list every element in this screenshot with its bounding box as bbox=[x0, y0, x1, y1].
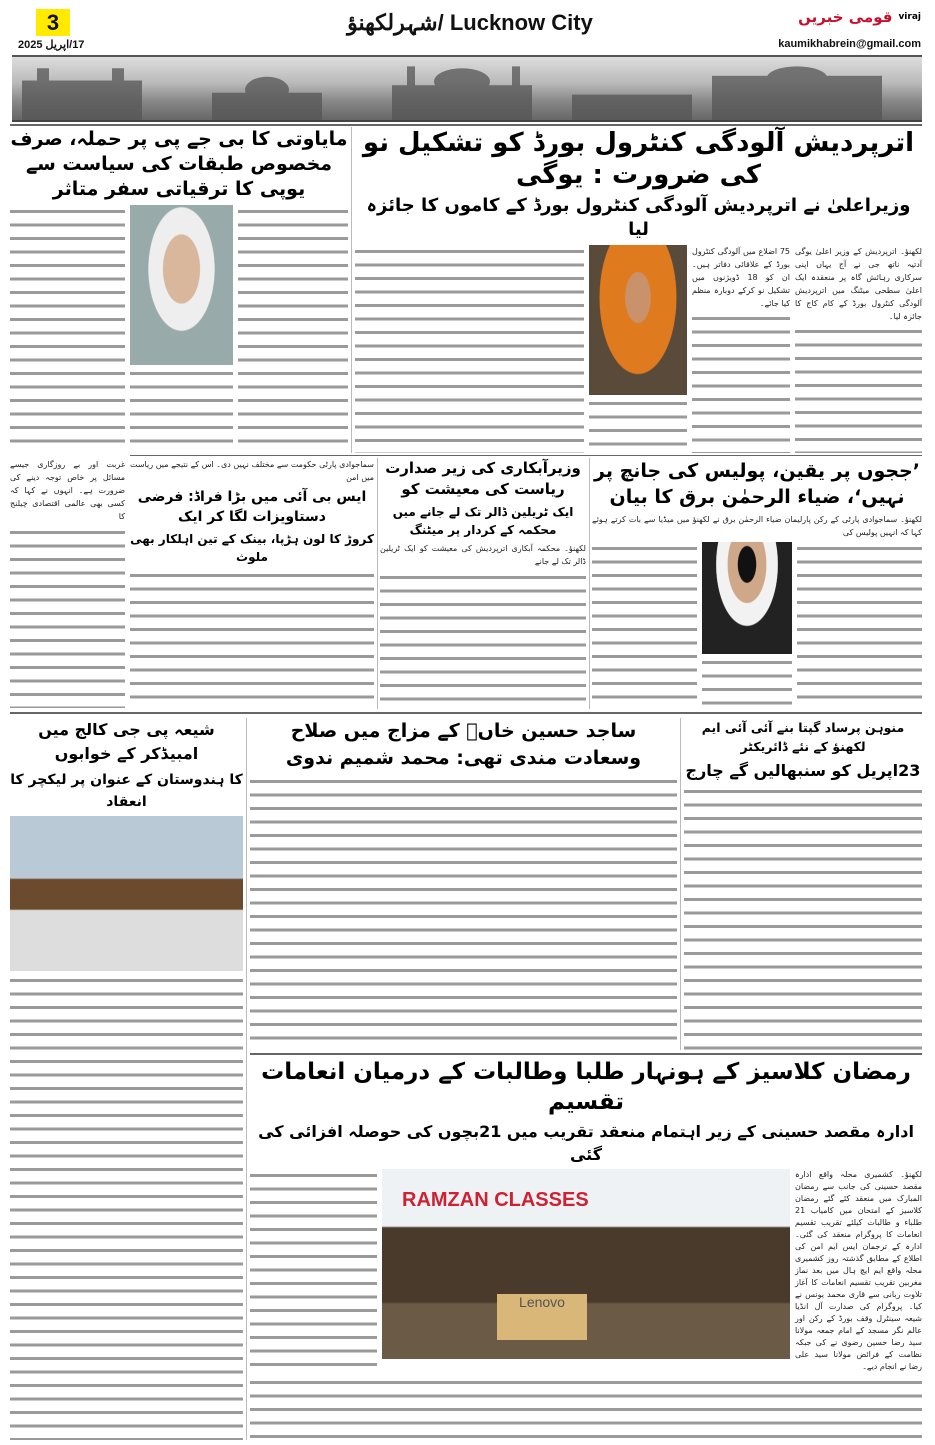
iim-article bbox=[684, 718, 922, 1050]
yogi-subhead: وزیراعلیٰ نے اترپردیش آلودگی کنٹرول بورڈ کے کاموں کا جائزہ لیا bbox=[366, 195, 911, 240]
yogi-body-text bbox=[355, 245, 584, 453]
barq-body-text bbox=[702, 656, 792, 709]
ramzan-subhead: ادارہ مقصد حسینی کے زیر اہتمام منعقد تقریب میں 21بچوں کی حوصلہ افزائی کی گئی bbox=[258, 1122, 914, 1164]
iim-body-text bbox=[684, 785, 922, 1050]
excise-headline: وزیرآبکاری کی زیر صدارت ریاست کی معیشت کو bbox=[385, 459, 581, 498]
sajid-headline: ساجد حسین خاںؒ کے مزاج میں صلاح وسعادت مندی تھی: محمد شمیم ندوی bbox=[285, 720, 642, 769]
yogi-article bbox=[355, 127, 922, 453]
issue-date: 17/اپریل 2025 bbox=[18, 39, 85, 51]
contact-email: kaumikhabrein@gmail.com bbox=[778, 38, 921, 50]
column-divider bbox=[246, 718, 247, 1440]
shia-college-photo bbox=[10, 816, 243, 971]
yogi-lead: لکھنؤ۔ اترپردیش کے وزیر اعلیٰ یوگی آدتیہ ناتھ جی نے آج یہاں اپنی سرکاری رہائش گاہ پر منعقدہ ایک اعلیٰ سطحی میٹنگ میں اترپردیش آلودگی کنٹرول بورڈ کے کام کاج کا جائزہ لیا۔ bbox=[795, 247, 922, 321]
column-divider bbox=[377, 458, 378, 709]
sbi-body-text bbox=[130, 569, 374, 709]
yogi-lead2: 75 اضلاع میں آلودگی کنٹرول بورڈ کے علاقائی دفاتر ہیں۔ ان کو 18 ڈویژنوں میں تشکیل نو کرکے دوبارہ منظم کیا جائے۔ bbox=[692, 247, 790, 308]
shia-college-subhead: کا ہندوستان کے عنوان پر لیکچر کا انعقاد bbox=[10, 772, 243, 810]
mayawati-body-text bbox=[130, 367, 233, 452]
sbi-article bbox=[130, 458, 374, 709]
barq-body-text bbox=[797, 542, 922, 709]
iim-headline: منوہن پرساد گپتا بنے آئی آئی ایم لکھنؤ کے نئے ڈائریکٹر bbox=[701, 720, 905, 754]
mayawati-photo bbox=[130, 205, 233, 365]
ramzan-article bbox=[250, 1057, 922, 1440]
mayawati-body-text bbox=[238, 205, 348, 452]
barq-body bbox=[592, 542, 922, 709]
column-divider bbox=[589, 458, 590, 709]
barq-headline: ’ججوں پر یقین، پولیس کی جانچ پر نہیں‘، ضیاء الرحمٰن برق کا بیان bbox=[594, 460, 920, 508]
ramzan-body-text bbox=[250, 1376, 922, 1440]
shia-college-article bbox=[10, 718, 243, 1440]
shia-college-headline: شیعہ پی جی کالج میں امبیڈکر کے خوابوں bbox=[38, 720, 215, 763]
yogi-photo bbox=[589, 245, 687, 395]
divider bbox=[130, 455, 922, 456]
mayawati-body bbox=[10, 205, 348, 452]
mayawati-body-text bbox=[10, 205, 125, 452]
ramzan-headline: رمضان کلاسیز کے ہونہار طلبا وطالبات کے درمیان انعامات تقسیم bbox=[261, 1059, 911, 1115]
ramzan-lead: لکھنؤ۔ کشمیری محلہ واقع ادارہ مقصد حسینی کی جانب سے رمضان المبارک میں منعقد کئے گئے رمضان کلاسیز کے امتحان میں کامیاب 21 طلباء و طالبات کیلئے تقریب تقسیم انعامات کا پروگرام منعقد کی گئی۔ ادارہ کے ترجمان ایس ایم امن کی اطلاع کے مطابق گذشتہ روز کشمیری محلہ واقع ایم ایچ ہال میں بعد نماز مغربین تقریب تقسیم انعامات کا آغاز تلاوت ربانی سے قاری محمد یونس نے کیا۔ پروگرام کی صدارت آل انڈیا شیعہ سینٹرل وقف بورڈ کے رکن اور عالم نگر مسجد کے امام جمعہ مولانا سید رضا حسین رضوی نے کی جبکہ نظامت کے فرائض مولانا سید علی رضا نے انجام دیے۔ bbox=[795, 1170, 922, 1371]
mayawati-body-text bbox=[10, 526, 125, 708]
mayawati-continuation-col bbox=[10, 458, 125, 708]
photo-banner-text: RAMZAN CLASSES bbox=[402, 1189, 589, 1211]
shia-college-body-text bbox=[10, 974, 243, 1440]
viraj-logo-icon: viraj bbox=[898, 12, 921, 22]
laptop-box: Lenovo bbox=[497, 1294, 587, 1340]
excise-subhead: ایک ٹریلین ڈالر تک لے جانے میں محکمہ کے کردار پر میٹنگ bbox=[392, 505, 574, 537]
sbi-subhead: کروڑ کا لون ہڑپا، بینک کے تین اہلکار بھی ملوث bbox=[130, 532, 374, 564]
sajid-body-text bbox=[250, 775, 677, 1050]
column-divider bbox=[680, 718, 681, 1050]
divider bbox=[250, 1053, 922, 1055]
mayawati-continuation: سماجوادی پارٹی حکومت سے مختلف نہیں دی۔ اس کے نتیجے میں ریاست میں امن bbox=[130, 460, 374, 482]
logo-text: قومی خبریں bbox=[798, 8, 893, 26]
mayawati-lead: غربت اور بے روزگاری جیسے مسائل پر خاص توجہ دینے کی ضرورت ہے۔ انہوں نے کہا کہ کسی بھی عالمی اقتصادی چیلنج کا bbox=[10, 460, 125, 521]
divider bbox=[10, 712, 922, 714]
yogi-body-text bbox=[692, 312, 790, 453]
ramzan-body-text bbox=[250, 1169, 377, 1373]
excise-article bbox=[380, 458, 586, 709]
lucknow-skyline-banner bbox=[12, 55, 922, 122]
ramzan-photo bbox=[382, 1169, 790, 1359]
barq-lead: لکھنؤ۔ سماجوادی پارٹی کے رکن پارلیمان ضیاء الرحمٰن برق نے لکھنؤ میں میڈیا سے بات کرتے ہوئے کہا کہ انہیں پولیس کی bbox=[592, 515, 922, 537]
ramzan-body bbox=[250, 1169, 922, 1373]
masthead-logo bbox=[798, 8, 921, 26]
mayawati-article bbox=[10, 127, 348, 452]
divider bbox=[10, 124, 922, 126]
page-title: شہرلکھنؤ/ Lucknow City bbox=[347, 10, 593, 35]
page-number: 3 bbox=[36, 9, 70, 36]
excise-lead: لکھنؤ۔ محکمہ آبکاری اترپردیش کی معیشت کو ایک ٹریلین ڈالر تک لے جانے bbox=[380, 544, 586, 566]
barq-article bbox=[592, 458, 922, 709]
barq-photo bbox=[702, 542, 792, 654]
mayawati-headline: مایاوتی کا بی جے پی پر حملہ، صرف مخصوص طبقات کی سیاست سے یوپی کا ترقیاتی سفر متاثر bbox=[10, 128, 348, 200]
sajid-article bbox=[250, 718, 677, 1050]
yogi-body-text bbox=[589, 397, 687, 453]
sbi-headline: ایس بی آئی میں بڑا فراڈ: فرضی دستاویزات لگا کر ایک bbox=[137, 489, 367, 525]
yogi-body bbox=[355, 245, 922, 453]
yogi-body-text bbox=[795, 325, 922, 453]
yogi-headline: اترپردیش آلودگی کنٹرول بورڈ کو تشکیل نو کی ضرورت : یوگی bbox=[362, 128, 915, 190]
excise-body-text bbox=[380, 571, 586, 709]
iim-subhead: 23اپریل کو سنبھالیں گے چارج bbox=[685, 761, 921, 780]
column-divider bbox=[351, 127, 352, 453]
barq-body-text bbox=[592, 542, 697, 709]
